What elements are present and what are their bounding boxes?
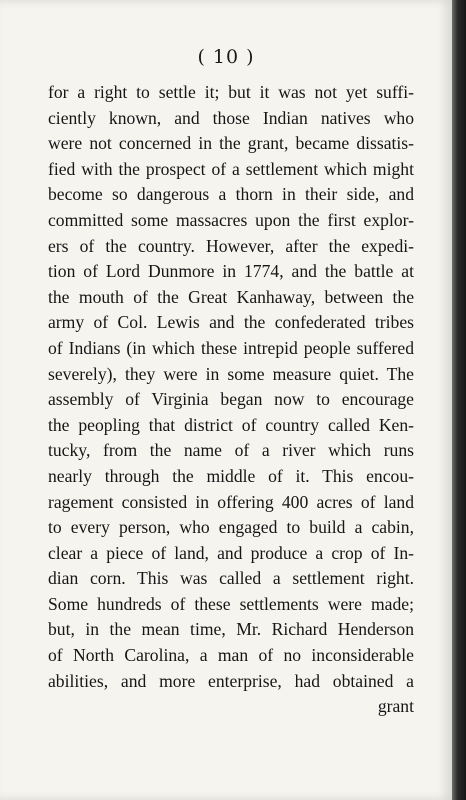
text-line: abilities, and more enterprise, had obtained a bbox=[48, 670, 414, 691]
text-line: of North Carolina, a man of no inconsiderable bbox=[48, 645, 414, 666]
text-line: tion of Lord Dunmore in 1774, and the battle at bbox=[48, 261, 414, 282]
text-line: of Indians (in which these intrepid people suffered bbox=[48, 337, 414, 358]
text-line: nearly through the middle of it. This encou- bbox=[48, 465, 414, 486]
text-line: army of Col. Lewis and the confederated tribes bbox=[48, 312, 414, 333]
text-line: the mouth of the Great Kanhaway, between the bbox=[48, 286, 414, 307]
text-line: for a right to settle it; but it was not yet suffi- bbox=[48, 82, 414, 102]
text-line: ers of the country. However, after the expedi- bbox=[48, 235, 414, 256]
page-number: ( 10 ) bbox=[197, 46, 255, 68]
catchword: grant bbox=[377, 696, 414, 717]
text-line: but, in the mean time, Mr. Richard Henderson bbox=[48, 619, 414, 640]
text-line: fied with the prospect of a settlement which might bbox=[48, 158, 414, 179]
text-line: tucky, from the name of a river which runs bbox=[48, 440, 414, 461]
body-text bbox=[48, 80, 414, 720]
text-line: ciently known, and those Indian natives who bbox=[48, 107, 414, 128]
text-line: dian corn. This was called a settlement right. bbox=[48, 568, 414, 589]
text-line: Some hundreds of these settlements were made; bbox=[48, 593, 414, 614]
text-line: ragement consisted in offering 400 acres of land bbox=[48, 491, 414, 512]
text-line: severely), they were in some measure quiet. The bbox=[48, 363, 414, 384]
text-line: committed some massacres upon the first explor- bbox=[48, 209, 414, 230]
book-gutter bbox=[452, 0, 466, 800]
text-line: were not concerned in the grant, became dissatis- bbox=[48, 133, 414, 154]
text-line: clear a piece of land, and produce a crop of In- bbox=[48, 542, 414, 563]
text-line: become so dangerous a thorn in their side, and bbox=[48, 184, 414, 205]
text-line: assembly of Virginia began now to encourage bbox=[48, 389, 414, 410]
text-line: to every person, who engaged to build a cabin, bbox=[48, 517, 414, 538]
text-line: the peopling that district of country called Ken- bbox=[48, 414, 414, 435]
